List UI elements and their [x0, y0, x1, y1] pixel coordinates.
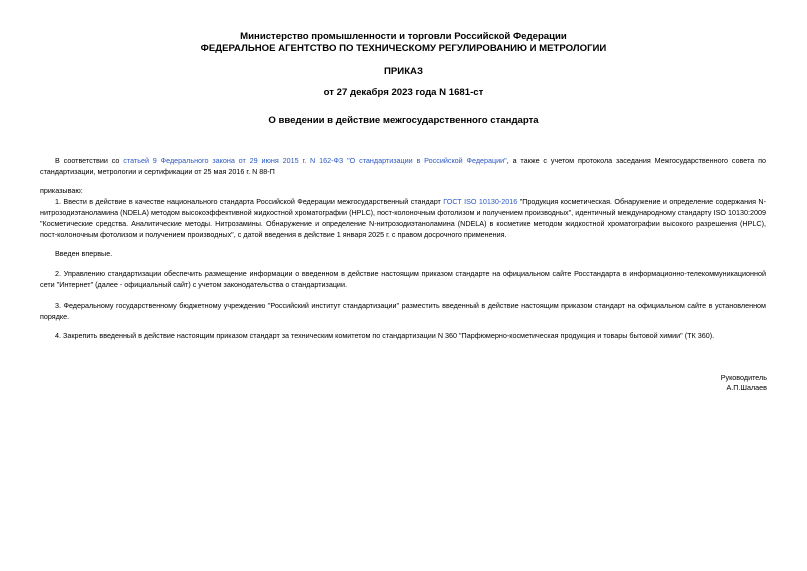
item-1-text-start: 1. Ввести в действие в качестве национального стандарта Российской Федерации межгосударственный стандарт: [55, 197, 444, 206]
standard-link[interactable]: ГОСТ ISO 10130-2016: [443, 197, 518, 206]
document-type: ПРИКАЗ: [384, 66, 423, 77]
order-word: приказываю:: [40, 186, 83, 195]
order-item-4: 4. Закрепить введенный в действие настоящим приказом стандарт за техническим комитетом по стандартизации N 360 "Парфюмерно-косметическая продукция и товары бытовой химии" (ТК 360).: [55, 331, 715, 340]
introduced-note: Введен впервые.: [55, 249, 113, 258]
federal-law-link[interactable]: статьей 9 Федерального закона от 29 июня 2015 г. N 162-ФЗ "О стандартизации в Российской Федерации": [123, 156, 507, 165]
preamble-paragraph: [40, 155, 766, 177]
item-1-text-end: "Продукция косметическая. Обнаружение и определение содержания N-нитрозодиэтаноламина (NDELA) методом высокоэффективной жидкостной хроматографии (HPLC), пост-колоночным фотолизом и получением производных", идентичный международному стандарту ISO 10130:2009 "Косметические средства. Аналитические методы. Нитрозамины. Обнаружение и определение N-нитрозодиэтаноламина (NDELA) в косметике методом жидкостной хроматографии высокого разрешения (HPLC), пост-колоночным фотолизом и получением производных", с датой введения в действие 1 января 2025 г. с правом досрочного применения.: [40, 197, 766, 239]
order-item-2: 2. Управлению стандартизации обеспечить размещение информации о введенном в действие настоящим приказом стандарте на официальном сайте Росстандарта в информационно-телекоммуникационной сети "Интернет" (далее - официальный сайт) с учетом законодательства о стандартизации.: [40, 269, 766, 289]
agency-name: ФЕДЕРАЛЬНОЕ АГЕНТСТВО ПО ТЕХНИЧЕСКОМУ РЕГУЛИРОВАНИЮ И МЕТРОЛОГИИ: [200, 43, 607, 54]
document-date-number: от 27 декабря 2023 года N 1681-ст: [323, 87, 484, 98]
preamble-text-start: В соответствии со: [55, 156, 124, 165]
signatory-name: А.П.Шалаев: [726, 383, 767, 392]
order-item-3: 3. Федеральному государственному бюджетному учреждению "Российский институт стандартизации" разместить введенный в действие настоящим приказом стандарт на официальном сайте в установленном порядке.: [40, 301, 766, 321]
preamble-text-end: , а также с учетом протокола заседания Межгосударственного совета по стандартизации, метрологии и сертификации от 25 мая 2016 г. N 88-П: [40, 156, 767, 176]
ministry-name: Министерство промышленности и торговли Российской Федерации: [240, 31, 567, 42]
signatory-position: Руководитель: [720, 373, 767, 382]
order-item-1: [40, 196, 766, 240]
document-title: О введении в действие межгосударственного стандарта: [268, 115, 539, 126]
